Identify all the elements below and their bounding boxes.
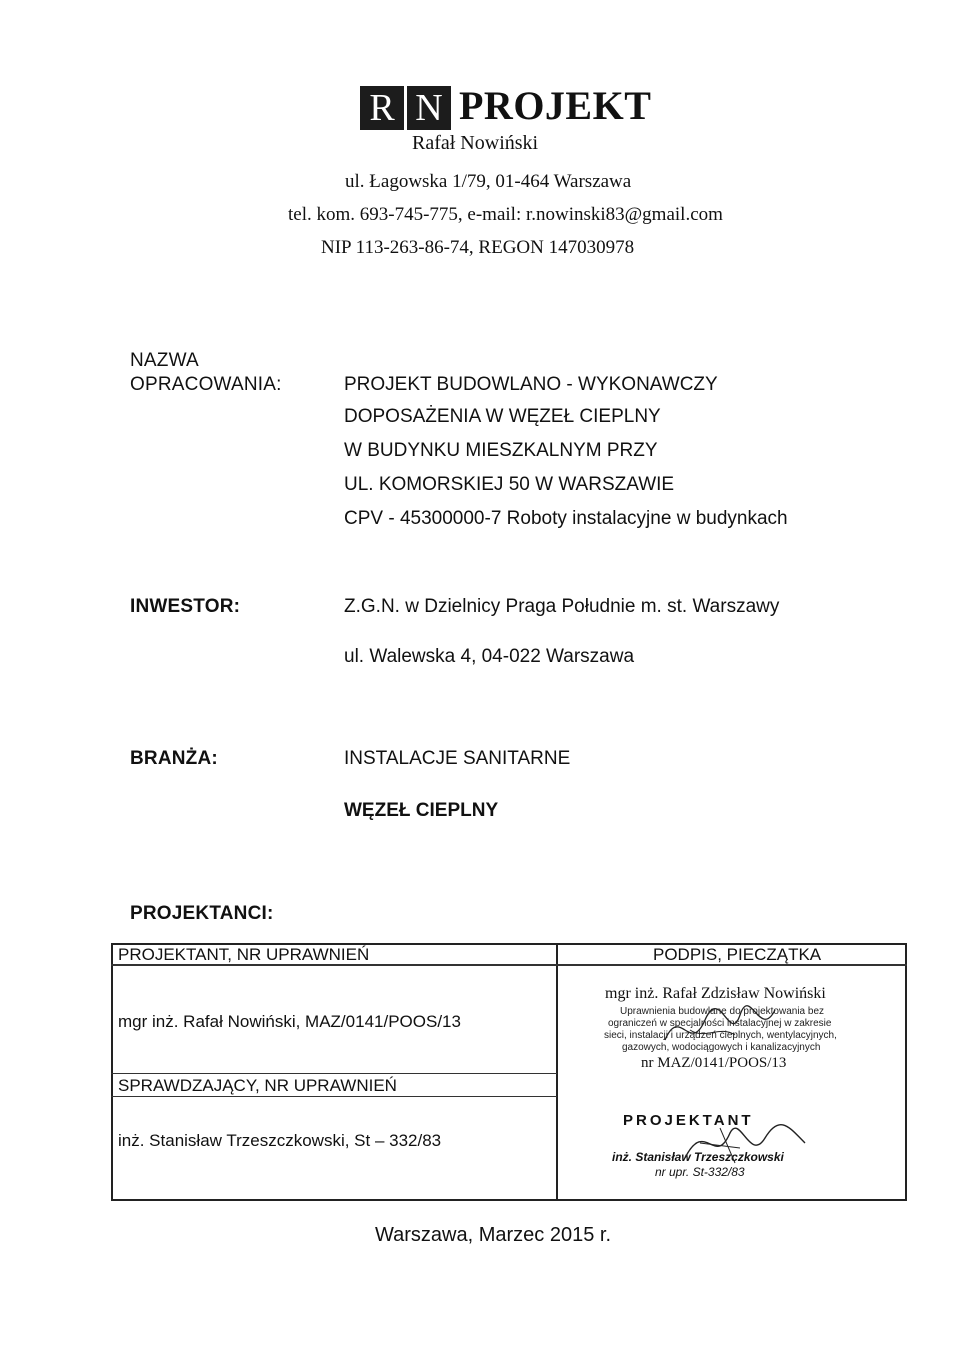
inwestor-line1: Z.G.N. w Dzielnicy Praga Południe m. st. Warszawy [344,596,780,617]
logo-word: PROJEKT [459,83,652,128]
col-signature-header: PODPIS, PIECZĄTKA [653,945,822,964]
place-date: Warszawa, Marzec 2015 r. [375,1224,612,1246]
branza-line2: WĘZEŁ CIEPLNY [344,800,499,821]
stamp2-signature [680,1108,810,1178]
inwestor-line2: ul. Walewska 4, 04-022 Warszawa [344,646,635,667]
stamp2-name: inż. Stanisław Trzeszczkowski [612,1150,784,1164]
nazwa-line2: DOPOSAŻENIA W WĘZEŁ CIEPLNY [344,406,661,427]
stamp1-number: nr MAZ/0141/POOS/13 [641,1055,787,1071]
col-designer-header: PROJEKTANT, NR UPRAWNIEŃ [118,945,370,964]
nazwa-line3: W BUDYNKU MIESZKALNYM PRZY [344,440,658,461]
owner-address: ul. Łagowska 1/79, 01-464 Warszawa [345,171,632,192]
branza-line1: INSTALACJE SANITARNE [344,748,571,769]
stamp1-line1: Uprawnienia budowlane do projektowania bez [620,1006,825,1017]
table-divider-vertical [556,943,558,1201]
stamp1-line2: ograniczeń w specjalności instalacyjnej w zakresie [608,1018,832,1029]
nazwa-label-line1: NAZWA [130,350,199,371]
inwestor-label: INWESTOR: [130,596,241,617]
nazwa-line4: UL. KOMORSKIEJ 50 W WARSZAWIE [344,474,675,495]
nazwa-cpv: CPV - 45300000-7 Roboty instalacyjne w budynkach [344,508,788,529]
projektanci-label: PROJEKTANCI: [130,903,274,924]
owner-contact: tel. kom. 693-745-775, e-mail: r.nowinski83@gmail.com [288,204,723,225]
nazwa-label-line2: OPRACOWANIA: [130,374,282,395]
stamp1-signature [660,1000,780,1060]
checker-header-rule-top [111,1073,557,1074]
checker-header: SPRAWDZAJĄCY, NR UPRAWNIEŃ [118,1076,397,1095]
branza-label: BRANŻA: [130,748,218,769]
designer-name: mgr inż. Rafał Nowiński, MAZ/0141/POOS/13 [118,1012,461,1031]
stamp1-line4: gazowych, wodociągowych i kanalizacyjnych [622,1042,821,1053]
logo-letter-n: N [407,86,451,130]
owner-name: Rafał Nowiński [412,132,539,154]
logo-letter-r: R [360,86,404,130]
checker-name: inż. Stanisław Trzeszczkowski, St – 332/83 [118,1131,442,1150]
stamp1-line3: sieci, instalacji i urządzeń cieplnych, wentylacyjnych, [604,1030,837,1041]
nazwa-line1: PROJEKT BUDOWLANO - WYKONAWCZY [344,374,718,395]
stamp1-name: mgr inż. Rafał Zdzisław Nowiński [605,985,826,1002]
owner-ids: NIP 113-263-86-74, REGON 147030978 [321,237,635,258]
stamp2-number: nr upr. St-332/83 [655,1165,745,1179]
checker-header-rule-bottom [111,1096,557,1097]
stamp2-title: PROJEKTANT [623,1112,754,1129]
